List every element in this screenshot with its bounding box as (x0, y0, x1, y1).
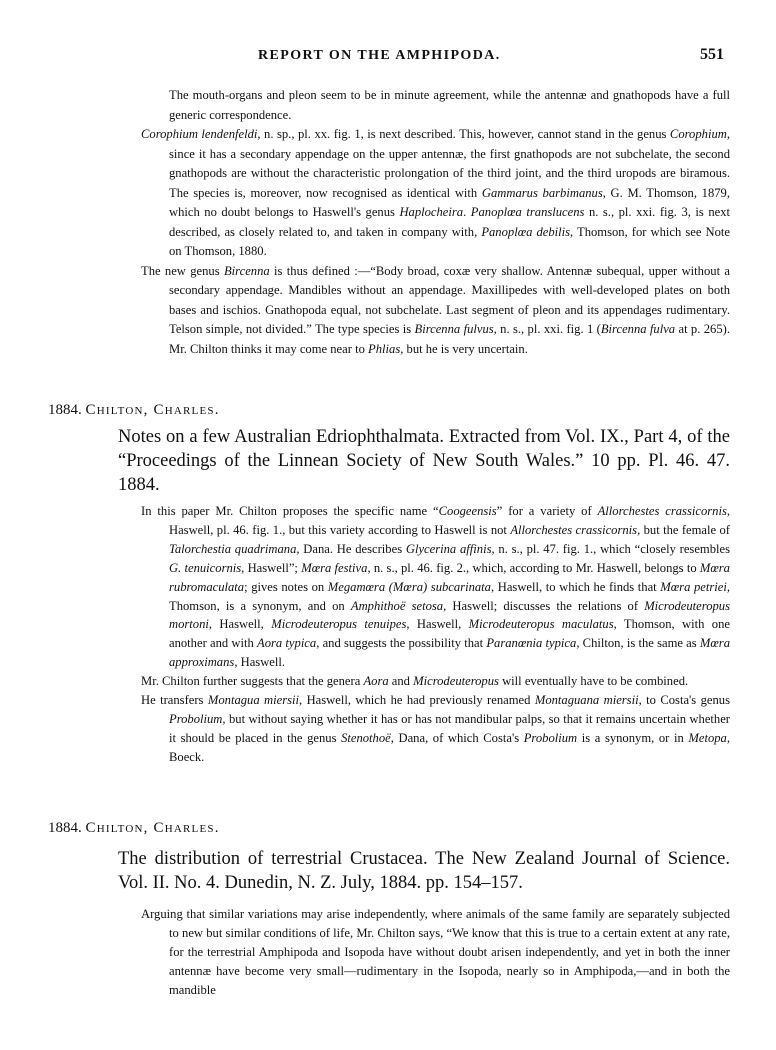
paragraph-mouth-organs: The mouth-organs and pleon seem to be in minute agreement, while the antennæ and gnathopods have a full generic correspondence. (169, 88, 730, 122)
entry-heading (48, 402, 220, 419)
entry-author: Chilton, Charles. (85, 820, 220, 836)
page-header (0, 48, 776, 68)
entry-title: Notes on a few Australian Edriophthalmata. Extracted from Vol. IX., Part 4, of the “Proceedings of the Linnean Society of New South Wales.” 10 pp. Pl. 46. 47. 1884. (118, 427, 730, 495)
paragraph-further-suggests: Mr. Chilton further suggests that the genera Aora and Microdeuteropus will eventually have to be combined. (141, 674, 689, 689)
running-title: REPORT ON THE AMPHIPODA. (258, 48, 501, 63)
paragraph-transfers: He transfers Montagua miersii, Haswell, which he had previously renamed Montaguana miersii, to Costa's genus Probolium, but without saying whether it has or has not mandibular palps, so that it remains uncertain whether it should be placed in the genus Stenothoë, Dana, of which Costa's Probolium is a synonym, or in Metopa, Boeck. (141, 693, 730, 764)
entry-title-block (88, 425, 730, 497)
page-number: 551 (700, 46, 724, 63)
entry-author: Chilton, Charles. (85, 402, 220, 418)
paragraph-corophium: Corophium lendenfeldi, n. sp., pl. xx. fig. 1, is next described. This, however, cannot stand in the genus Corophium, since it has a secondary appendage on the upper antennæ, the first gnathopods are not subchelate, the second gnathopods are without the characteristic prolongation of the third joint, and the third uropods are biramous. The species is, moreover, now recognised as identical with Gammarus barbimanus, G. M. Thomson, 1879, which no doubt belongs to Haswell's genus Haplocheira. Panoplœa translucens n. s., pl. xxi. fig. 3, is next described, as closely related to, and taken in company with, Panoplœa debilis, Thomson, for which see Note on Thomson, 1880. (141, 127, 731, 258)
paragraph-arguing: Arguing that similar variations may arise independently, where animals of the same family are separately subjected to new but similar conditions of life, Mr. Chilton says, “We know that this is true to a certain extent at any rate, for the terrestrial Amphipoda and Isopoda have without doubt arisen independently, and yet in both the inner antennæ have become very small—rudimentary in the Isopoda, nearly so in Amphipoda,—and in both the mandible (141, 907, 730, 997)
entry-year: 1884. (48, 820, 82, 836)
entry-body (141, 905, 730, 1000)
paragraph-chilton-proposes: In this paper Mr. Chilton proposes the specific name “Coogeensis” for a variety of Allorchestes crassicornis, Haswell, pl. 46. fig. 1., but this variety according to Haswell is not Allorchestes crassicornis, but the female of Talorchestia quadrimana, Dana. He describes Glycerina affinis, n. s., pl. 47. fig. 1., which “closely resembles G. tenuicornis, Haswell”; Mœra festiva, n. s., pl. 46. fig. 2., which, according to Mr. Haswell, belongs to Mœra rubromaculata; gives notes on Megamœra (Mœra) subcarinata, Haswell, to which he finds that Mœra petriei, Thomson, is a synonym, and on Amphithoë setosa, Haswell; discusses the relations of Microdeuteropus mortoni, Haswell, Microdeuteropus tenuipes, Haswell, Microdeuteropus maculatus, Thomson, with one another and with Aora typica, and suggests the possibility that Paranœnia typica, Chilton, is the same as Mœra approximans, Haswell. (141, 504, 731, 670)
entry-body (141, 502, 730, 767)
entry-title: The distribution of terrestrial Crustacea. The New Zealand Journal of Science. Vol. II. No. 4. Dunedin, N. Z. July, 1884. pp. 154–157. (118, 849, 730, 893)
continuation-section (141, 86, 730, 359)
entry-title-block (118, 847, 730, 895)
paragraph-bircenna: The new genus Bircenna is thus defined :—“Body broad, coxæ very shallow. Antennæ subequal, upper without a secondary appendage. Mandibles without an appendage. Maxillipedes with well-developed plates on both bases and ischios. Gnathopoda equal, not subchelate. Last segment of pleon and its appendages rudimentary. Telson simple, not divided.” The type species is Bircenna fulvus, n. s., pl. xxi. fig. 1 (Bircenna fulva at p. 265). Mr. Chilton thinks it may come near to Phlias, but he is very uncertain. (141, 263, 731, 356)
entry-heading (48, 820, 220, 837)
entry-year: 1884. (48, 402, 82, 418)
